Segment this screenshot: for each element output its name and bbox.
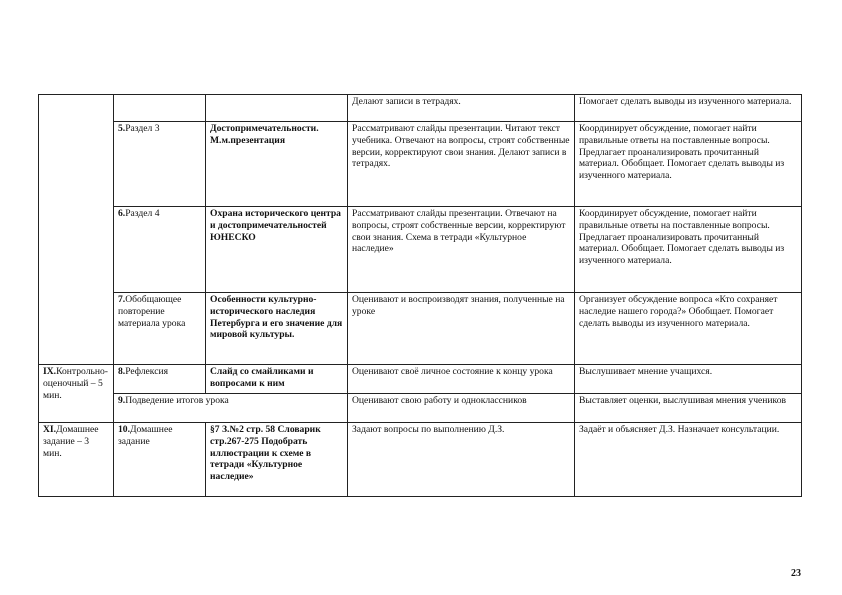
section-cell bbox=[114, 423, 206, 497]
section-label: Раздел 3 bbox=[125, 123, 160, 134]
content-cell bbox=[206, 95, 348, 122]
table-row bbox=[39, 207, 802, 293]
section-cell bbox=[114, 207, 206, 293]
section-number: 8. bbox=[118, 366, 126, 377]
content-cell: Особенности культурно-исторического наследия Петербурга и его значение для мировой культуры. bbox=[206, 293, 348, 365]
students-cell: Оценивают и воспроизводят знания, полученные на уроке bbox=[348, 293, 575, 365]
table-row bbox=[39, 122, 802, 207]
table-row bbox=[39, 293, 802, 365]
section-label: Подведение итогов урока bbox=[125, 395, 229, 406]
lesson-plan-table bbox=[38, 94, 802, 497]
students-cell: Рассматривают слайды презентации. Отвечают на вопросы, строят собственные версии, корректируют свои знания. Схема в тетради «Культурное наследие» bbox=[348, 207, 575, 293]
content-cell: §7 З.№2 стр. 58 Словарик стр.267-275 Подобрать иллюстрации к схеме в тетради «Культурное наследие» bbox=[206, 423, 348, 497]
table-row bbox=[39, 95, 802, 122]
students-cell: Оценивают свою работу и одноклассников bbox=[348, 394, 575, 423]
section-cell bbox=[114, 293, 206, 365]
stage-cell bbox=[39, 95, 114, 365]
section-label: Рефлексия bbox=[125, 366, 169, 377]
content-cell: Слайд со смайликами и вопросами к ним bbox=[206, 365, 348, 394]
section-cell bbox=[114, 122, 206, 207]
section-cell bbox=[114, 365, 206, 394]
section-number: 7. bbox=[118, 294, 126, 305]
section-number: 5. bbox=[118, 123, 126, 134]
teacher-cell: Организует обсуждение вопроса «Кто сохраняет наследие нашего города?» Обобщает. Помогает сделать выводы из изученного материала. bbox=[575, 293, 802, 365]
section-cell bbox=[114, 394, 348, 423]
students-cell: Задают вопросы по выполнению Д.З. bbox=[348, 423, 575, 497]
teacher-cell: Помогает сделать выводы из изученного материала. bbox=[575, 95, 802, 122]
section-number: 6. bbox=[118, 208, 126, 219]
teacher-cell: Координирует обсуждение, помогает найти правильные ответы на поставленные вопросы. Предлагает проанализировать прочитанный материал. Обобщает. Помогает сделать выводы из изученного материала. bbox=[575, 207, 802, 293]
page-number: 23 bbox=[791, 568, 801, 579]
table-row bbox=[39, 423, 802, 497]
teacher-cell: Координирует обсуждение, помогает найти правильные ответы на поставленные вопросы. Предлагает проанализировать прочитанный материал. Обобщает. Помогает сделать выводы из изученного материала. bbox=[575, 122, 802, 207]
teacher-cell: Выслушивает мнение учащихся. bbox=[575, 365, 802, 394]
stage-label: Домашнее задание – 3 мин. bbox=[43, 424, 99, 459]
section-label: Обобщающее повторение материала урока bbox=[118, 294, 186, 329]
section-cell bbox=[114, 95, 206, 122]
section-number: 10. bbox=[118, 424, 130, 435]
stage-number: XI. bbox=[43, 424, 57, 435]
section-number: 9. bbox=[118, 395, 126, 406]
stage-cell bbox=[39, 423, 114, 497]
table-row bbox=[39, 365, 802, 394]
table-row bbox=[39, 394, 802, 423]
students-cell: Оценивают своё личное состояние к концу урока bbox=[348, 365, 575, 394]
section-label: Домашнее задание bbox=[118, 424, 173, 447]
content-cell: Достопримечательности. М.м.презентация bbox=[206, 122, 348, 207]
students-cell: Рассматривают слайды презентации. Читают текст учебника. Отвечают на вопросы, строят собственные версии, корректируют свои знания. Делают записи в тетрадях. bbox=[348, 122, 575, 207]
students-cell: Делают записи в тетрадях. bbox=[348, 95, 575, 122]
teacher-cell: Задаёт и объясняет Д.З. Назначает консультации. bbox=[575, 423, 802, 497]
section-label: Раздел 4 bbox=[125, 208, 160, 219]
stage-number: IX. bbox=[43, 366, 57, 377]
teacher-cell: Выставляет оценки, выслушивая мнения учеников bbox=[575, 394, 802, 423]
stage-label: Контрольно-оценочный – 5 мин. bbox=[43, 366, 108, 401]
content-cell: Охрана исторического центра и достопримечательностей ЮНЕСКО bbox=[206, 207, 348, 293]
stage-cell bbox=[39, 365, 114, 423]
